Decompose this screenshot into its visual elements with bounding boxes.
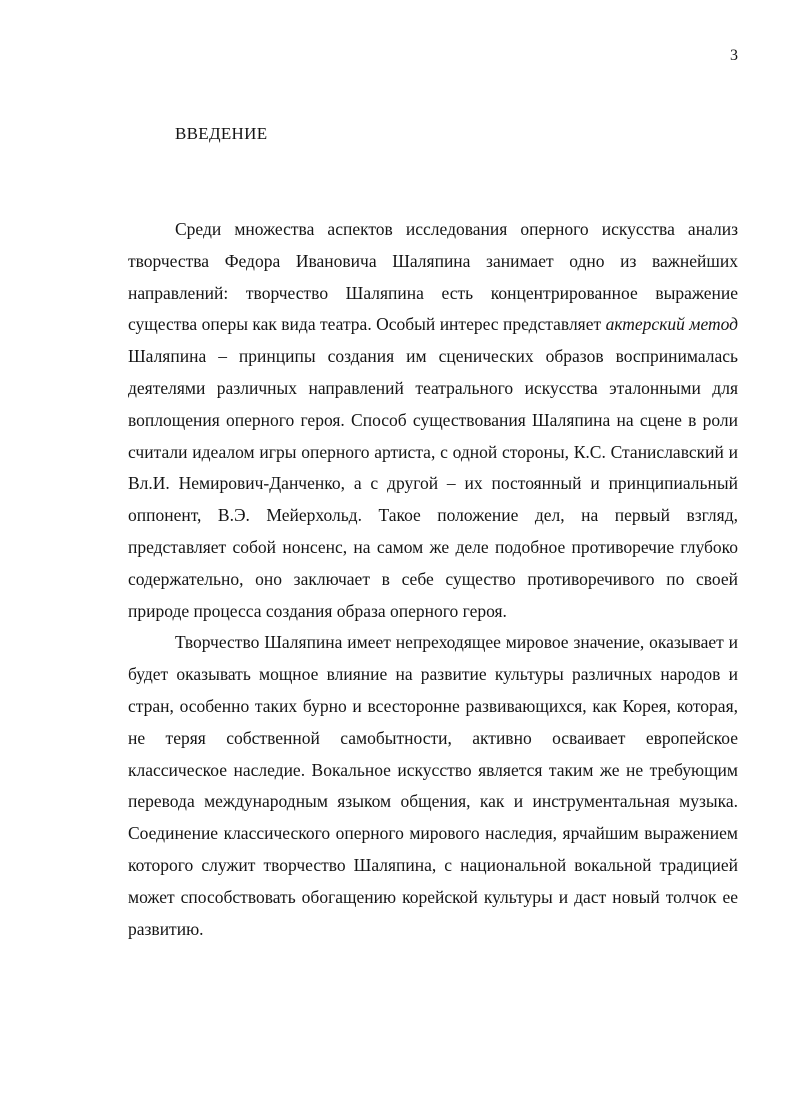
section-heading: ВВЕДЕНИЕ xyxy=(175,124,268,143)
page-number: 3 xyxy=(730,47,738,64)
body-text xyxy=(128,214,738,945)
paragraph-2: Творчество Шаляпина имеет непреходящее мировое значение, оказывает и будет оказывать мощное влияние на развитие культуры различных народов и стран, особенно таких бурно и всесторонне развивающихся, как Корея, которая, не теряя собственной самобытности, активно осваивает европейское классическое наследие. Вокальное искусство является таким же не требующим перевода международным языком общения, как и инструментальная музыка. Соединение классического оперного мирового наследия, ярчайшим выражением которого служит творчество Шаляпина, с национальной вокальной традицией может способствовать обогащению корейской культуры и даст новый толчок ее развитию. xyxy=(128,632,738,939)
emphasized-term: актерский метод xyxy=(605,314,738,335)
paragraph-1-start: Среди множества аспектов исследования оперного искусства анализ творчества Федора Ивановича Шаляпина занимает одно из важнейших направлений: творчество Шаляпина есть концентрированное выражение существа оперы как вида театра. Особый интерес представляет xyxy=(128,219,738,335)
paragraph-1-rest: Шаляпина – принципы создания им сценических образов воспринималась деятелями различных направлений театрального искусства эталонными для воплощения оперного героя. Способ существования Шаляпина на сцене в роли считали идеалом игры оперного артиста, с одной стороны, К.С. Станиславский и Вл.И. Немирович-Данченко, а с другой – их постоянный и принципиальный оппонент, В.Э. Мейерхольд. Такое положение дел, на первый взгляд, представляет собой нонсенс, на самом же деле подобное противоречие глубоко содержательно, оно заключает в себе существо противоречивого по своей природе процесса создания образа оперного героя. xyxy=(128,346,738,621)
paragraph-1 xyxy=(128,214,738,627)
